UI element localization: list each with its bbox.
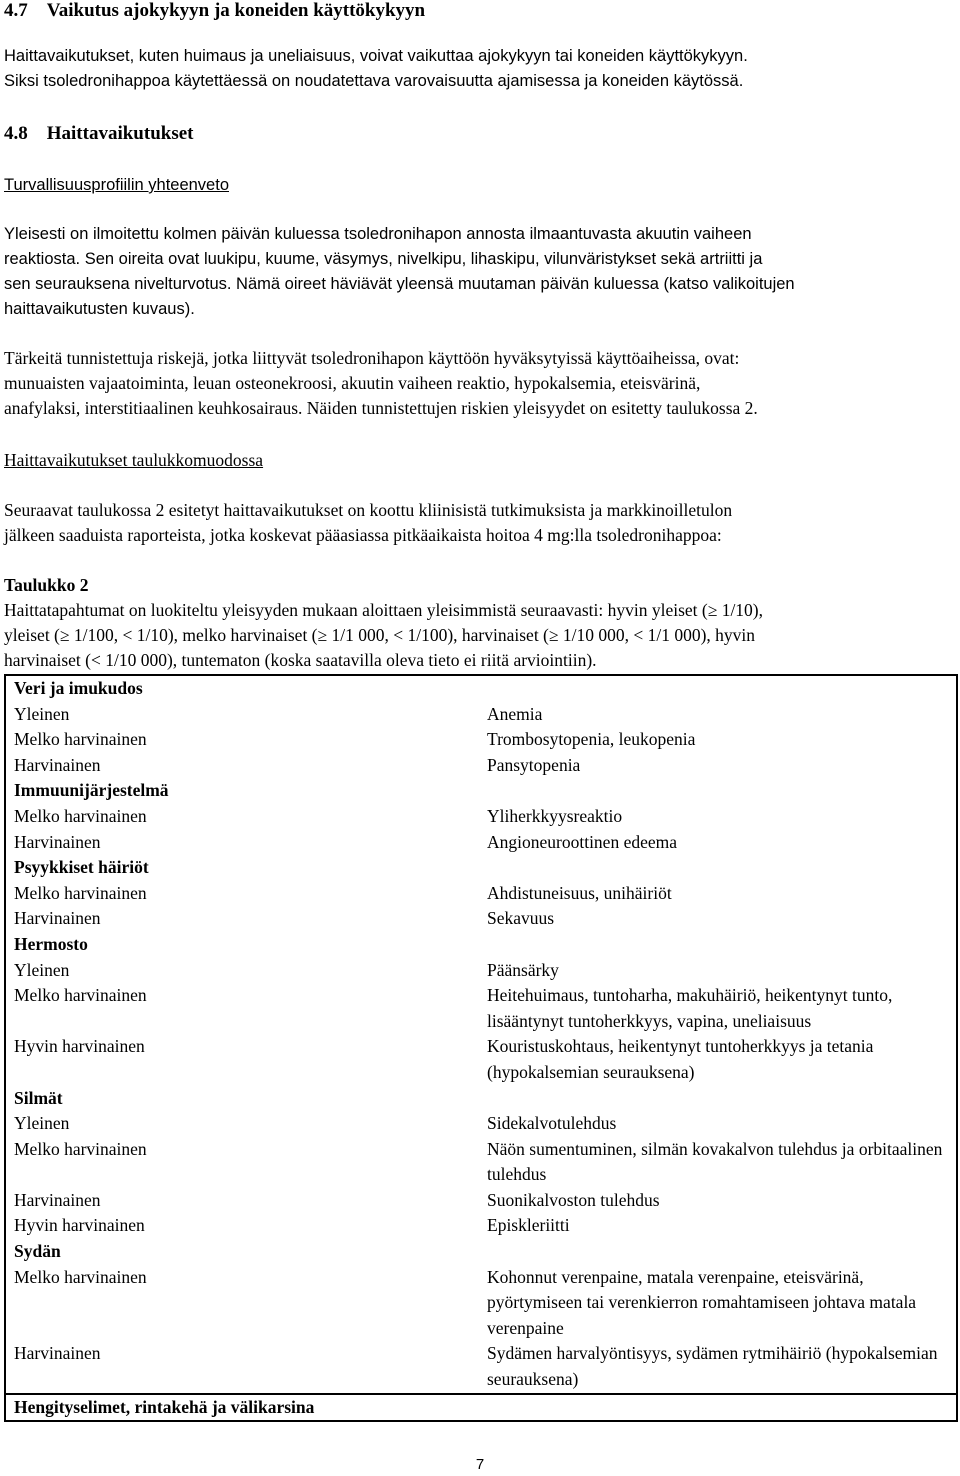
category-label: Silmät xyxy=(5,1086,957,1112)
freq-line-1: Haittatapahtumat on luokiteltu yleisyyden mukaan aloittaen yleisimmistä seuraavasti: hyvin yleiset (≥ 1/10), xyxy=(4,600,764,620)
table-row xyxy=(5,702,957,728)
table-category-row xyxy=(5,932,957,958)
table-category-row xyxy=(5,1086,957,1112)
table-title: Taulukko 2 xyxy=(4,575,89,595)
table-row xyxy=(5,1341,957,1393)
section-4-8-heading: 4.8 Haittavaikutukset xyxy=(4,123,194,144)
effect-cell: Episkleriitti xyxy=(479,1213,957,1239)
effect-cell: Sidekalvotulehdus xyxy=(479,1111,957,1137)
frequency-cell: Melko harvinainen xyxy=(5,727,479,753)
effect-cell: Pansytopenia xyxy=(479,753,957,779)
table-row xyxy=(5,1265,957,1342)
section-4-7-line-1: Haittavaikutukset, kuten huimaus ja uneliaisuus, voivat vaikuttaa ajokykyyn tai koneiden käyttökykyyn. xyxy=(4,47,748,65)
table-row xyxy=(5,1213,957,1239)
category-label: Veri ja imukudos xyxy=(5,675,957,702)
table-row xyxy=(5,753,957,779)
effect-cell: Päänsärky xyxy=(479,958,957,984)
freq-line-3: harvinaiset (< 1/10 000), tuntematon (koska saatavilla oleva tieto ei riitä arviointiin). xyxy=(4,650,597,670)
frequency-cell: Melko harvinainen xyxy=(5,881,479,907)
para1-line-1: Yleisesti on ilmoitettu kolmen päivän kuluessa tsoledronihapon annosta ilmaantuvasta akuutin vaiheen xyxy=(4,225,752,243)
table-category-row xyxy=(5,1394,957,1422)
section-4-7-heading: 4.7 Vaikutus ajokykyyn ja koneiden käyttökykyyn xyxy=(4,0,426,21)
table-row xyxy=(5,1111,957,1137)
table-row xyxy=(5,1188,957,1214)
section-4-7-line-2: Siksi tsoledronihappoa käytettäessä on noudatettava varovaisuutta ajamisessa ja koneiden käytössä. xyxy=(4,72,744,90)
table-category-row xyxy=(5,675,957,702)
frequency-cell: Harvinainen xyxy=(5,1188,479,1214)
para2-line-1: Tärkeitä tunnistettuja riskejä, jotka liittyvät tsoledronihapon käyttöön hyväksytyissä käyttöaiheissa, ovat: xyxy=(4,348,740,368)
effect-cell: Kohonnut verenpaine, matala verenpaine, eteisvärinä, pyörtymiseen tai verenkierron romahtamiseen johtava matala verenpaine xyxy=(479,1265,957,1342)
category-label: Psyykkiset häiriöt xyxy=(5,855,957,881)
table-row xyxy=(5,830,957,856)
effect-cell: Suonikalvoston tulehdus xyxy=(479,1188,957,1214)
effect-cell: Anemia xyxy=(479,702,957,728)
table-row xyxy=(5,1034,957,1085)
frequency-cell: Hyvin harvinainen xyxy=(5,1213,479,1239)
effect-cell: Heitehuimaus, tuntoharha, makuhäiriö, heikentynyt tunto, lisääntynyt tuntoherkkyys, vapina, uneliaisuus xyxy=(479,983,957,1034)
table-row xyxy=(5,1137,957,1188)
summary-title: Turvallisuusprofiilin yhteenveto xyxy=(4,176,229,194)
frequency-cell: Harvinainen xyxy=(5,906,479,932)
para3-line-2: jälkeen saaduista raporteista, jotka koskevat pääasiassa pitkäaikaista hoitoa 4 mg:lla tsoledronihappoa: xyxy=(4,525,722,545)
effect-cell: Sydämen harvalyöntisyys, sydämen rytmihäiriö (hypokalsemian seurauksena) xyxy=(479,1341,957,1393)
para2-line-2: munuaisten vajaatoiminta, leuan osteonekroosi, akuutin vaiheen reaktio, hypokalsemia, eteisvärinä, xyxy=(4,373,701,393)
frequency-cell: Melko harvinainen xyxy=(5,804,479,830)
effect-cell: Näön sumentuminen, silmän kovakalvon tulehdus ja orbitaalinen tulehdus xyxy=(479,1137,957,1188)
table-form-title: Haittavaikutukset taulukkomuodossa xyxy=(4,450,264,470)
table-row xyxy=(5,983,957,1034)
frequency-cell: Harvinainen xyxy=(5,753,479,779)
frequency-cell: Hyvin harvinainen xyxy=(5,1034,479,1085)
frequency-cell: Melko harvinainen xyxy=(5,983,479,1034)
adverse-effects-table xyxy=(4,674,958,1422)
para3-line-1: Seuraavat taulukossa 2 esitetyt haittavaikutukset on koottu kliinisistä tutkimuksista ja markkinoilletulon xyxy=(4,500,733,520)
effect-cell: Ahdistuneisuus, unihäiriöt xyxy=(479,881,957,907)
effect-cell: Sekavuus xyxy=(479,906,957,932)
effect-cell: Angioneuroottinen edeema xyxy=(479,830,957,856)
para1-line-3: sen seurauksena nivelturvotus. Nämä oireet häviävät yleensä muutaman päivän kuluessa (katso valikoitujen xyxy=(4,275,795,293)
frequency-cell: Melko harvinainen xyxy=(5,1137,479,1188)
effect-cell: Trombosytopenia, leukopenia xyxy=(479,727,957,753)
para1-line-4: haittavaikutusten kuvaus). xyxy=(4,300,195,318)
table-category-row xyxy=(5,778,957,804)
effect-cell: Kouristuskohtaus, heikentynyt tuntoherkkyys ja tetania (hypokalsemian seurauksena) xyxy=(479,1034,957,1085)
category-label: Hermosto xyxy=(5,932,957,958)
table-row xyxy=(5,727,957,753)
table-category-row xyxy=(5,855,957,881)
effect-cell: Yliherkkyysreaktio xyxy=(479,804,957,830)
category-label: Hengityselimet, rintakehä ja välikarsina xyxy=(5,1394,957,1422)
category-label: Immuunijärjestelmä xyxy=(5,778,957,804)
frequency-cell: Harvinainen xyxy=(5,1341,479,1393)
table-row xyxy=(5,804,957,830)
frequency-cell: Yleinen xyxy=(5,702,479,728)
frequency-cell: Yleinen xyxy=(5,958,479,984)
para1-line-2: reaktiosta. Sen oireita ovat luukipu, kuume, väsymys, nivelkipu, lihaskipu, vilunväristykset sekä artriitti ja xyxy=(4,250,763,268)
frequency-cell: Yleinen xyxy=(5,1111,479,1137)
table-category-row xyxy=(5,1239,957,1265)
table-row xyxy=(5,906,957,932)
freq-line-2: yleiset (≥ 1/100, < 1/10), melko harvinaiset (≥ 1/1 000, < 1/100), harvinaiset (≥ 1/10 000, < 1/1 000), hyvin xyxy=(4,625,756,645)
table-row xyxy=(5,881,957,907)
page-number: 7 xyxy=(475,1456,485,1473)
frequency-cell: Harvinainen xyxy=(5,830,479,856)
para2-line-3: anafylaksi, interstitiaalinen keuhkosairaus. Näiden tunnistettujen riskien yleisyydet on esitetty taulukossa 2. xyxy=(4,398,758,418)
category-label: Sydän xyxy=(5,1239,957,1265)
frequency-cell: Melko harvinainen xyxy=(5,1265,479,1342)
table-row xyxy=(5,958,957,984)
